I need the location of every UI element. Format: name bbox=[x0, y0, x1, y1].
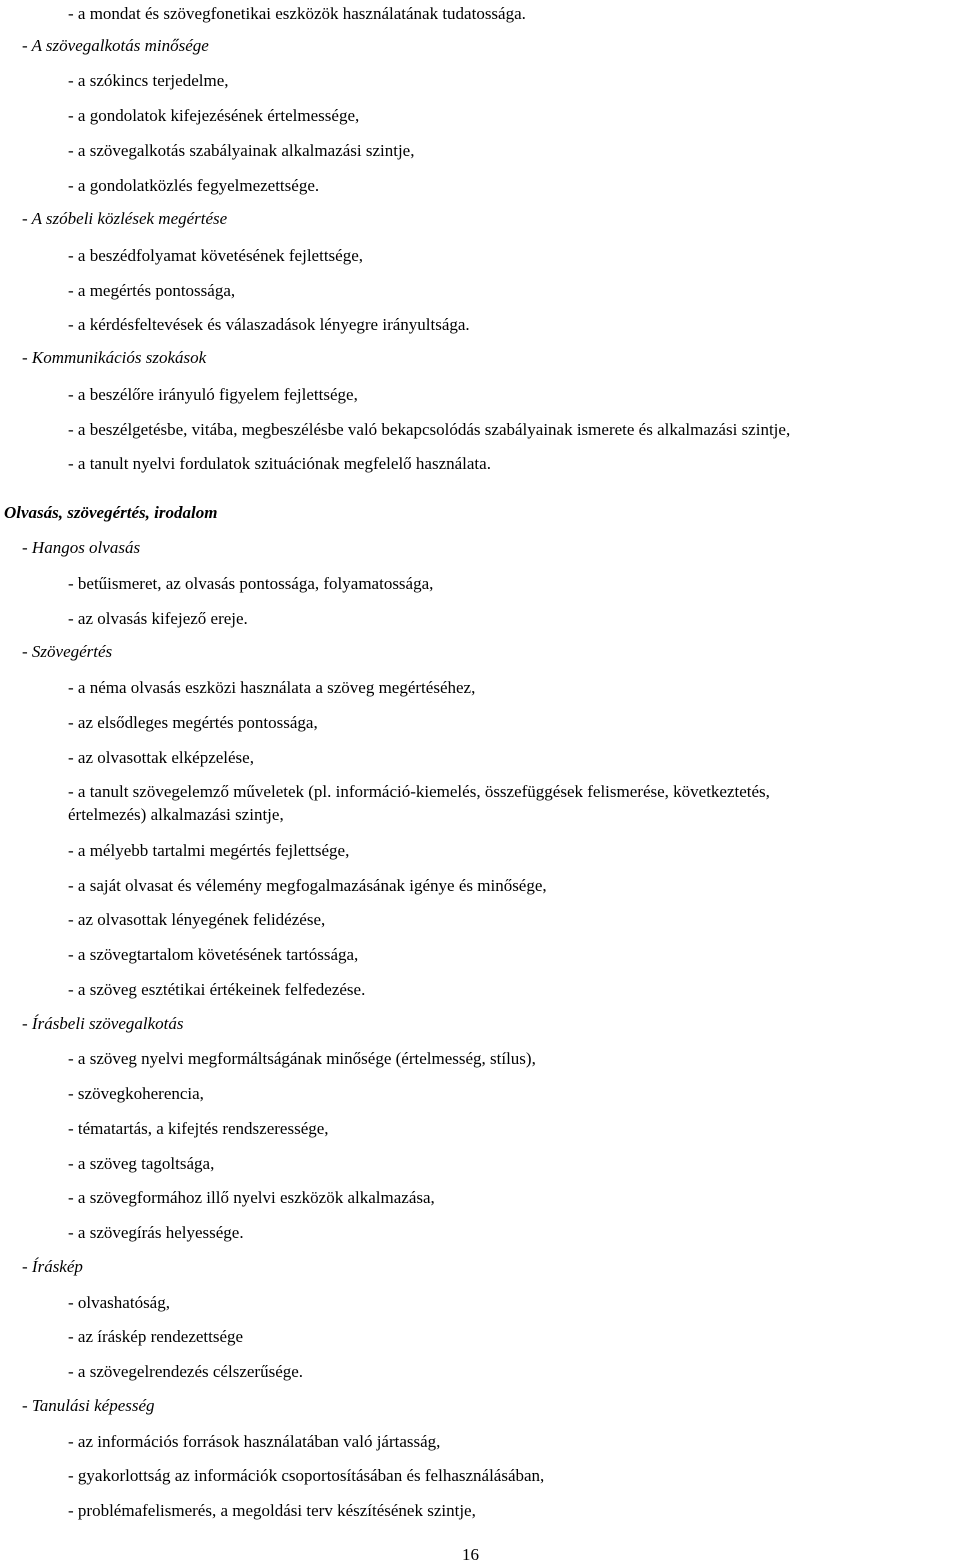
list-item: - gyakorlottság az információk csoportosításában és felhasználásában, bbox=[68, 1466, 545, 1485]
list-item: - a szöveg nyelvi megformáltságának minősége (értelmesség, stílus), bbox=[68, 1049, 536, 1068]
list-item: - a tanult nyelvi fordulatok szituációnak megfelelő használata. bbox=[68, 454, 491, 473]
category-heading: - Íráskép bbox=[22, 1257, 83, 1276]
list-item: - a szókincs terjedelme, bbox=[68, 71, 229, 90]
category-heading: - Tanulási képesség bbox=[22, 1396, 155, 1415]
list-item: - a szövegírás helyessége. bbox=[68, 1223, 244, 1242]
list-item: - a beszédfolyamat követésének fejlettsége, bbox=[68, 246, 364, 265]
list-item: - a szövegformához illő nyelvi eszközök alkalmazása, bbox=[68, 1188, 435, 1207]
list-item: - a mélyebb tartalmi megértés fejlettsége, bbox=[68, 841, 350, 860]
list-item: - a gondolatok kifejezésének értelmessége, bbox=[68, 106, 360, 125]
category-heading: - A szövegalkotás minősége bbox=[22, 36, 209, 55]
list-item: - a saját olvasat és vélemény megfogalmazásának igénye és minősége, bbox=[68, 876, 547, 895]
list-item: - a szövegtartalom követésének tartóssága, bbox=[68, 945, 359, 964]
list-item: - a néma olvasás eszközi használata a szöveg megértéséhez, bbox=[68, 678, 476, 697]
category-heading: - Írásbeli szövegalkotás bbox=[22, 1014, 184, 1033]
category-heading: - Hangos olvasás bbox=[22, 538, 141, 557]
list-item: - az íráskép rendezettsége bbox=[68, 1327, 244, 1346]
list-item: - a kérdésfeltevések és válaszadások lényegre irányultsága. bbox=[68, 315, 470, 334]
category-heading: - Szövegértés bbox=[22, 642, 113, 661]
page-number: 16 bbox=[462, 1545, 479, 1564]
list-item: - az olvasás kifejező ereje. bbox=[68, 609, 248, 628]
list-item: - szövegkoherencia, bbox=[68, 1084, 204, 1103]
list-item: - a szövegalkotás szabályainak alkalmazási szintje, bbox=[68, 141, 415, 160]
list-item: - problémafelismerés, a megoldási terv készítésének szintje, bbox=[68, 1501, 476, 1520]
list-item: - tématartás, a kifejtés rendszeressége, bbox=[68, 1119, 329, 1138]
list-item: - az olvasottak lényegének felidézése, bbox=[68, 910, 326, 929]
list-item: - az olvasottak elképzelése, bbox=[68, 748, 254, 767]
list-item: - a mondat és szövegfonetikai eszközök használatának tudatossága. bbox=[68, 4, 526, 23]
list-item: - a szövegelrendezés célszerűsége. bbox=[68, 1362, 304, 1381]
list-item: - a beszélőre irányuló figyelem fejlettsége, bbox=[68, 385, 358, 404]
list-item: - a szöveg esztétikai értékeinek felfedezése. bbox=[68, 980, 366, 999]
list-item: - a szöveg tagoltsága, bbox=[68, 1154, 215, 1173]
list-item: - a beszélgetésbe, vitába, megbeszélésbe való bekapcsolódás szabályainak ismerete és alkalmazási szintje, bbox=[68, 420, 791, 439]
list-item: - az információs források használatában való jártasság, bbox=[68, 1432, 441, 1451]
list-item: - betűismeret, az olvasás pontossága, folyamatossága, bbox=[68, 574, 434, 593]
category-heading: - A szóbeli közlések megértése bbox=[22, 209, 228, 228]
section-heading: Olvasás, szövegértés, irodalom bbox=[4, 503, 218, 522]
list-item-continuation: értelmezés) alkalmazási szintje, bbox=[68, 805, 284, 824]
category-heading: - Kommunikációs szokások bbox=[22, 348, 207, 367]
list-item: - a megértés pontossága, bbox=[68, 281, 236, 300]
list-item: - olvashatóság, bbox=[68, 1293, 170, 1312]
list-item: - a gondolatközlés fegyelmezettsége. bbox=[68, 176, 320, 195]
list-item: - az elsődleges megértés pontossága, bbox=[68, 713, 318, 732]
list-item: - a tanult szövegelemző műveletek (pl. információ-kiemelés, összefüggések felismerése, következtetés, bbox=[68, 782, 770, 801]
